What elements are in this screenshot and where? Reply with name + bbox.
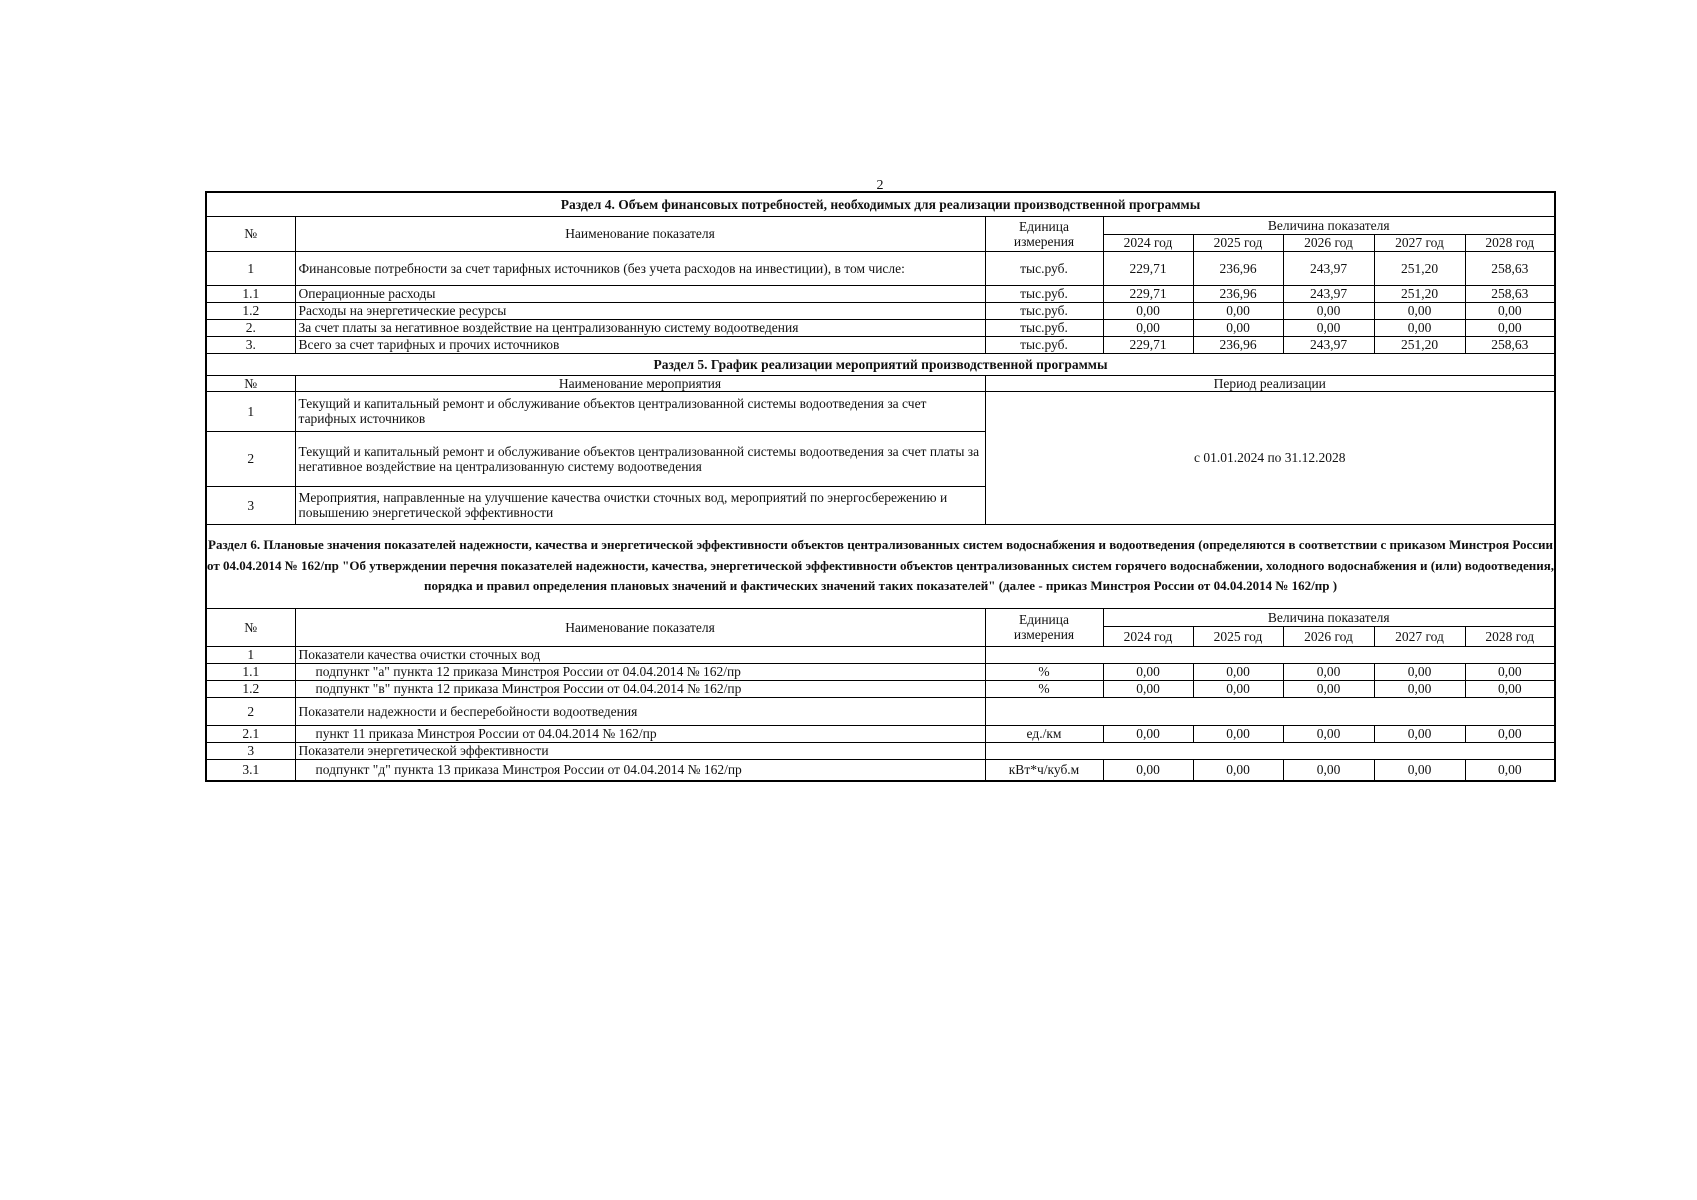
section-5-title: Раздел 5. График реализации мероприятий производственной программы [206,353,1555,375]
period-value: с 01.01.2024 по 31.12.2028 [985,391,1555,524]
row-name: Текущий и капитальный ремонт и обслуживание объектов централизованной системы водоотведения за счет платы за негативное воздействие на централизованную систему водоотведения [295,431,985,486]
header-year: 2028 год [1465,234,1555,251]
section-5 [206,353,1555,524]
row-value: 0,00 [1193,680,1283,697]
section-6 [206,524,1555,781]
row-value: 251,20 [1374,285,1465,302]
row-unit: тыс.руб. [985,302,1103,319]
row-num: 1 [206,646,295,663]
header-year: 2025 год [1193,234,1283,251]
group-name: Показатели надежности и бесперебойности водоотведения [295,697,985,725]
row-unit: тыс.руб. [985,336,1103,353]
header-year: 2028 год [1465,626,1555,646]
row-num: 1 [206,251,295,285]
row-value: 0,00 [1283,725,1374,742]
row-value: 0,00 [1465,725,1555,742]
row-value: 258,63 [1465,285,1555,302]
section-6-title-row [206,524,1555,608]
row-num: 1.1 [206,663,295,680]
row-name: Мероприятия, направленные на улучшение качества очистки сточных вод, мероприятий по энергосбережению и повышению энергетической эффективности [295,486,985,524]
row-num: 1.2 [206,680,295,697]
row-num: 3 [206,742,295,759]
header-year: 2026 год [1283,626,1374,646]
row-value: 0,00 [1193,725,1283,742]
row-value: 236,96 [1193,285,1283,302]
header-name: Наименование мероприятия [295,375,985,391]
row-value: 243,97 [1283,336,1374,353]
table-row [206,336,1555,353]
row-num: 1.2 [206,302,295,319]
page-number: 2 [876,178,884,193]
row-name: подпункт "в" пункта 12 приказа Минстроя России от 04.04.2014 № 162/пр [295,680,985,697]
row-value: 258,63 [1465,251,1555,285]
table-row [206,680,1555,697]
row-num: 3 [206,486,295,524]
row-value: 0,00 [1374,663,1465,680]
row-value: 0,00 [1465,302,1555,319]
header-unit: Единица измерения [985,608,1103,646]
section-5-title-row [206,353,1555,375]
header-num: № [206,375,295,391]
row-value: 0,00 [1103,302,1193,319]
header-name: Наименование показателя [295,608,985,646]
row-name: подпункт "д" пункта 13 приказа Минстроя России от 04.04.2014 № 162/пр [295,759,985,781]
row-value: 0,00 [1193,663,1283,680]
group-row [206,646,1555,663]
row-num: 2 [206,697,295,725]
row-value: 0,00 [1103,680,1193,697]
header-unit: Единица измерения [985,216,1103,251]
row-value: 0,00 [1374,319,1465,336]
row-value: 0,00 [1103,759,1193,781]
row-value: 0,00 [1193,759,1283,781]
row-unit: тыс.руб. [985,319,1103,336]
header-num: № [206,216,295,251]
row-value: 0,00 [1465,759,1555,781]
header-period: Период реализации [985,375,1555,391]
row-value: 0,00 [1374,725,1465,742]
table-row [206,391,1555,431]
group-row [206,742,1555,759]
table-row [206,302,1555,319]
row-value: 0,00 [1283,680,1374,697]
row-num: 2.1 [206,725,295,742]
row-num: 1.1 [206,285,295,302]
row-value: 0,00 [1465,680,1555,697]
header-year: 2025 год [1193,626,1283,646]
document-table [205,191,1556,782]
row-unit: тыс.руб. [985,251,1103,285]
production-program-document [205,191,1554,782]
row-value: 229,71 [1103,285,1193,302]
row-value: 0,00 [1374,759,1465,781]
row-num: 2 [206,431,295,486]
section-4 [206,192,1555,353]
row-value: 236,96 [1193,336,1283,353]
row-value: 0,00 [1103,725,1193,742]
row-num: 3. [206,336,295,353]
table-row [206,759,1555,781]
group-blank [985,742,1555,759]
header-value-group: Величина показателя [1103,608,1555,626]
row-value: 0,00 [1465,663,1555,680]
row-value: 0,00 [1465,319,1555,336]
row-num: 1 [206,391,295,431]
header-year: 2027 год [1374,234,1465,251]
table-row [206,725,1555,742]
section-5-header-row [206,375,1555,391]
row-value: 258,63 [1465,336,1555,353]
row-value: 236,96 [1193,251,1283,285]
header-name: Наименование показателя [295,216,985,251]
row-name: пункт 11 приказа Минстроя России от 04.04.2014 № 162/пр [295,725,985,742]
row-value: 0,00 [1283,663,1374,680]
section-4-title: Раздел 4. Объем финансовых потребностей, необходимых для реализации производственной программы [206,192,1555,216]
header-year: 2026 год [1283,234,1374,251]
group-name: Показатели качества очистки сточных вод [295,646,985,663]
row-value: 0,00 [1374,302,1465,319]
row-unit: тыс.руб. [985,285,1103,302]
row-name: Операционные расходы [295,285,985,302]
row-num: 2. [206,319,295,336]
group-blank [985,697,1555,725]
row-value: 0,00 [1103,319,1193,336]
group-row [206,697,1555,725]
group-name: Показатели энергетической эффективности [295,742,985,759]
header-year: 2027 год [1374,626,1465,646]
row-value: 0,00 [1283,759,1374,781]
row-name: подпункт "а" пункта 12 приказа Минстроя России от 04.04.2014 № 162/пр [295,663,985,680]
row-value: 229,71 [1103,251,1193,285]
header-year: 2024 год [1103,234,1193,251]
group-blank [985,646,1555,663]
table-row [206,285,1555,302]
row-value: 243,97 [1283,251,1374,285]
row-name: Всего за счет тарифных и прочих источников [295,336,985,353]
row-value: 0,00 [1193,302,1283,319]
row-num: 3.1 [206,759,295,781]
row-unit: ед./км [985,725,1103,742]
row-name: Текущий и капитальный ремонт и обслуживание объектов централизованной системы водоотведения за счет тарифных источников [295,391,985,431]
row-value: 251,20 [1374,336,1465,353]
table-row [206,663,1555,680]
row-unit: кВт*ч/куб.м [985,759,1103,781]
row-value: 0,00 [1193,319,1283,336]
row-value: 0,00 [1103,663,1193,680]
row-unit: % [985,663,1103,680]
header-num: № [206,608,295,646]
row-value: 0,00 [1283,319,1374,336]
row-unit: % [985,680,1103,697]
row-value: 229,71 [1103,336,1193,353]
header-value-group: Величина показателя [1103,216,1555,234]
row-value: 251,20 [1374,251,1465,285]
row-name: За счет платы за негативное воздействие на централизованную систему водоотведения [295,319,985,336]
table-row [206,251,1555,285]
row-name: Расходы на энергетические ресурсы [295,302,985,319]
row-value: 243,97 [1283,285,1374,302]
row-value: 0,00 [1283,302,1374,319]
row-name: Финансовые потребности за счет тарифных источников (без учета расходов на инвестиции), в том числе: [295,251,985,285]
header-year: 2024 год [1103,626,1193,646]
row-value: 0,00 [1374,680,1465,697]
section-6-title: Раздел 6. Плановые значения показателей надежности, качества и энергетической эффективности объектов централизованных систем водоснабжения и водоотведения (определяются в соответствии с приказом Минстроя России от 04.04.2014 № 162/пр "Об утверждении перечня показателей надежности, качества, энергетической эффективности объектов централизованных систем горячего водоснабжении, холодного водоснабжения и (или) водоотведения, порядка и правил определения плановых значений и фактических значений таких показателей" (далее - приказ Минстроя России от 04.04.2014 № 162/пр ) [206,524,1555,608]
section-6-header-row [206,608,1555,626]
table-row [206,319,1555,336]
